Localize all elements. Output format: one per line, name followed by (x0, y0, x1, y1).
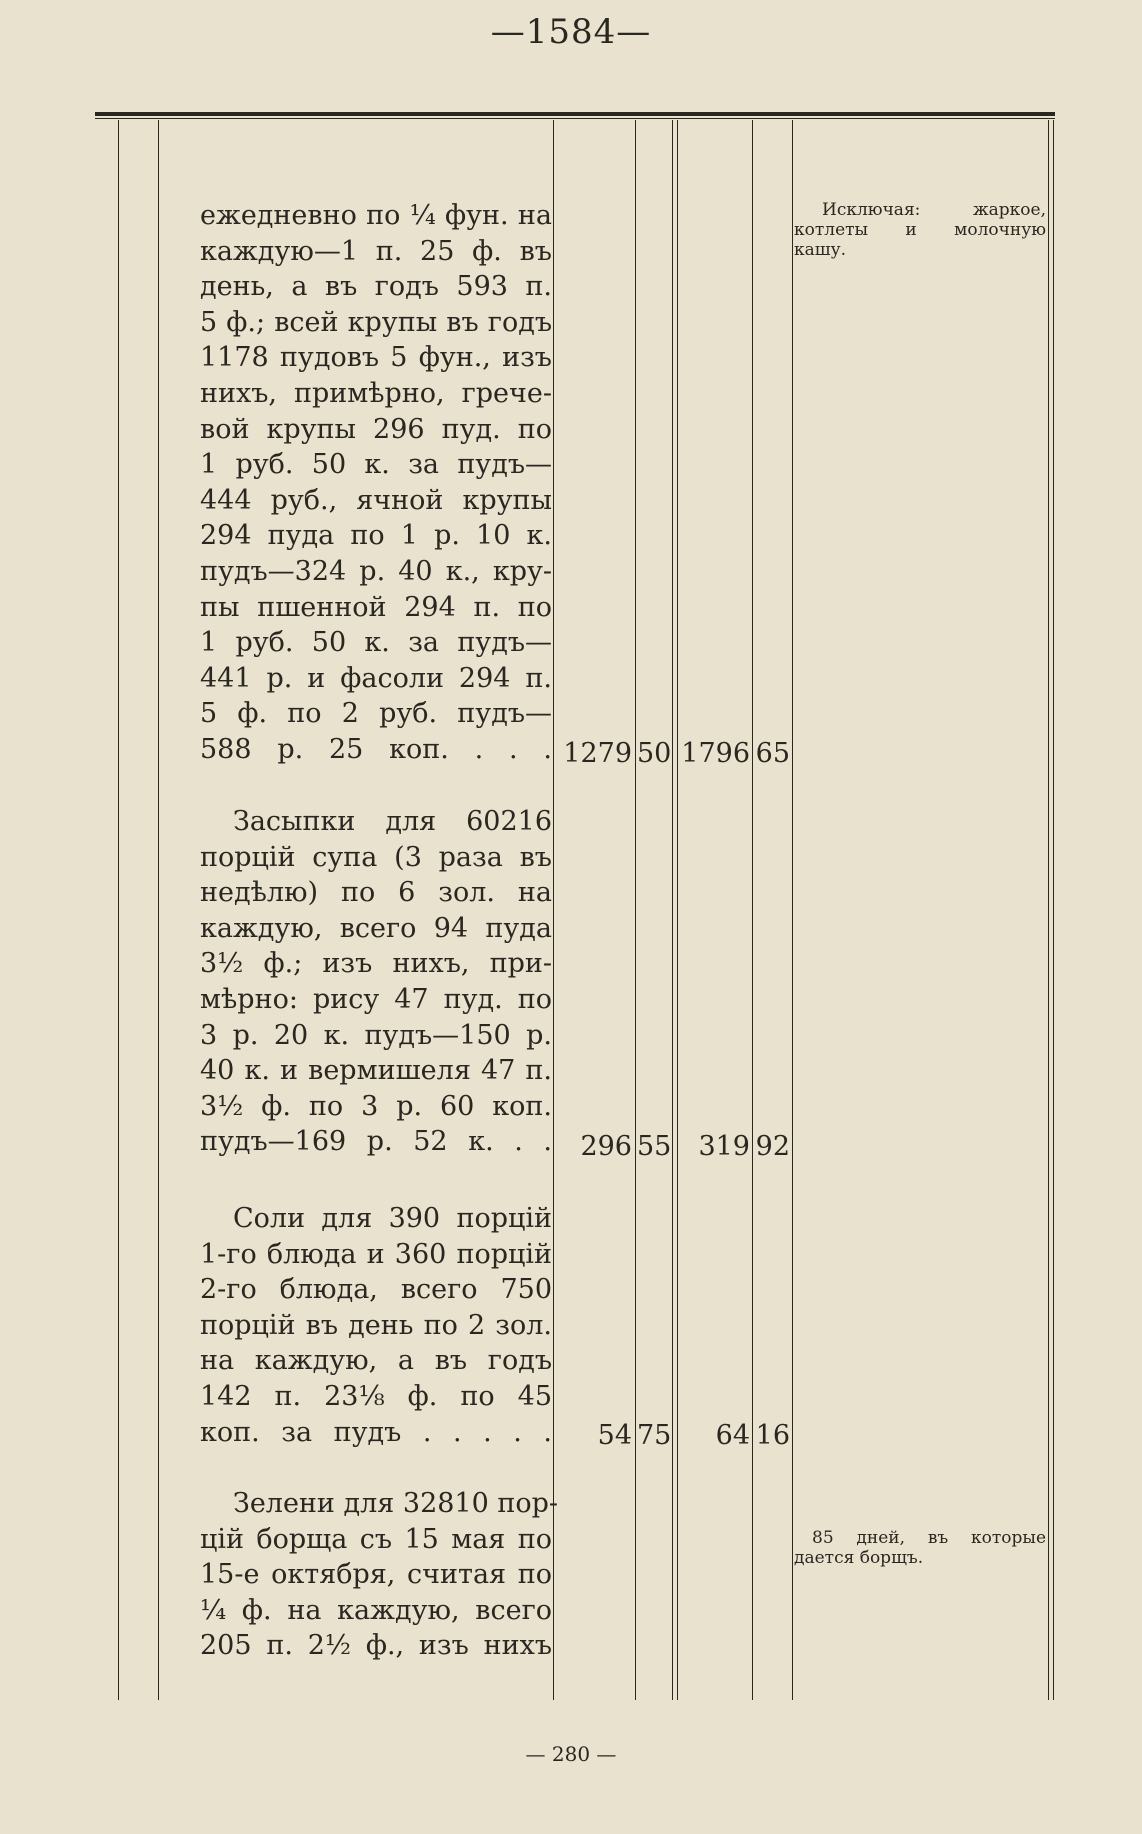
column-rule (672, 120, 673, 1700)
column-rule (752, 120, 753, 1700)
page-number-header: —1584— (490, 12, 652, 52)
column-rule (118, 120, 119, 1700)
entry-text (200, 1486, 559, 1664)
text-line: недѣлю) по 6 зол. на (200, 877, 552, 909)
header-rule-thin (95, 118, 1055, 119)
text-line: 444 руб., ячной крупы (200, 484, 552, 516)
amount-kopecks: 75 (637, 1420, 672, 1451)
text-line: пудъ—324 р. 40 к., кру- (200, 555, 552, 587)
text-line: 1 руб. 50 к. за пудъ— (200, 627, 552, 659)
text-line: коп. за пудъ . . . . . (200, 1416, 552, 1448)
text-line: пудъ—169 р. 52 к. . . (200, 1126, 552, 1158)
text-line: 5 ф.; всей крупы въ годъ (200, 306, 552, 338)
column-rule (1048, 120, 1049, 1700)
text-line: 5 ф. по 2 руб. пудъ— (200, 698, 552, 730)
text-line: 1 руб. 50 к. за пудъ— (200, 449, 552, 481)
text-line: 3½ ф.; изъ нихъ, при- (200, 948, 552, 980)
amount-kopecks: 16 (755, 1420, 790, 1451)
amount-kopecks: 50 (637, 738, 672, 769)
text-line: 588 р. 25 коп. . . . (200, 733, 552, 765)
text-line: каждую—1 п. 25 ф. въ (200, 235, 552, 267)
text-line: 3½ ф. по 3 р. 60 коп. (200, 1090, 552, 1122)
amount-rubles: 54 (597, 1420, 632, 1451)
text-line: 205 п. 2½ ф., изъ нихъ (200, 1630, 552, 1662)
entry-text (200, 198, 552, 768)
text-line: 1-го блюда и 360 порцій (200, 1238, 552, 1270)
text-line: 294 пуда по 1 р. 10 к. (200, 520, 552, 552)
amount-rubles: 1796 (681, 738, 750, 769)
text-line: порцій въ день по 2 зол. (200, 1309, 552, 1341)
amount-rubles: 1279 (563, 738, 632, 769)
column-rule (792, 120, 793, 1700)
text-line: 441 р. и фасоли 294 п. (200, 662, 552, 694)
amount-rubles: 64 (715, 1420, 750, 1451)
note-line: дается борщъ. (794, 1548, 924, 1568)
text-line: пы пшенной 294 п. по (200, 591, 552, 623)
text-line: каждую, всего 94 пуда (200, 912, 552, 944)
text-line: день, а въ годъ 593 п. (200, 271, 552, 303)
column-rule (635, 120, 636, 1700)
column-rule (158, 120, 159, 1700)
note-line: котлеты и молочную (794, 220, 1046, 240)
column-rule (1053, 120, 1054, 1700)
entry-text (200, 804, 552, 1160)
text-line: 3 р. 20 к. пудъ—150 р. (200, 1019, 552, 1051)
amount-rubles: 296 (580, 1131, 632, 1162)
note-line: 85 дней, въ которые (812, 1528, 1046, 1548)
column-rule (553, 120, 554, 1700)
text-line: 40 к. и вермишеля 47 п. (200, 1055, 552, 1087)
text-line: нихъ, примѣрно, грече- (200, 377, 552, 409)
remark-note (794, 200, 1046, 260)
note-line: Исключая: жаркое, (822, 200, 1046, 220)
amount-kopecks: 65 (755, 738, 790, 769)
text-line: Засыпки для 60216 (233, 806, 552, 837)
note-line: кашу. (794, 240, 846, 260)
remark-note (794, 1528, 1046, 1568)
text-line: 15-е октября, считая по (200, 1559, 552, 1591)
text-line: Зелени для 32810 пор- (233, 1488, 559, 1519)
amount-kopecks: 92 (755, 1131, 790, 1162)
amount-kopecks: 55 (637, 1131, 672, 1162)
text-line: цій борща съ 15 мая по (200, 1523, 552, 1555)
text-line: вой крупы 296 пуд. по (200, 413, 552, 445)
text-line: Соли для 390 порцій (233, 1203, 552, 1234)
text-line: порцій супа (3 раза въ (200, 841, 552, 873)
amount-rubles: 319 (698, 1131, 750, 1162)
text-line: мѣрно: рису 47 пуд. по (200, 983, 552, 1015)
page-footer-number: — 280 — (525, 1742, 617, 1766)
column-rule (677, 120, 678, 1700)
text-line: ежедневно по ¼ фун. на (200, 200, 552, 231)
text-line: 2-го блюда, всего 750 (200, 1274, 552, 1306)
text-line: 142 п. 23⅛ ф. по 45 (200, 1380, 552, 1412)
entry-text (200, 1201, 552, 1450)
text-line: ¼ ф. на каждую, всего (200, 1594, 552, 1626)
header-rule-thick (95, 112, 1055, 116)
text-line: на каждую, а въ годъ (200, 1345, 552, 1377)
text-line: 1178 пудовъ 5 фун., изъ (200, 342, 552, 374)
